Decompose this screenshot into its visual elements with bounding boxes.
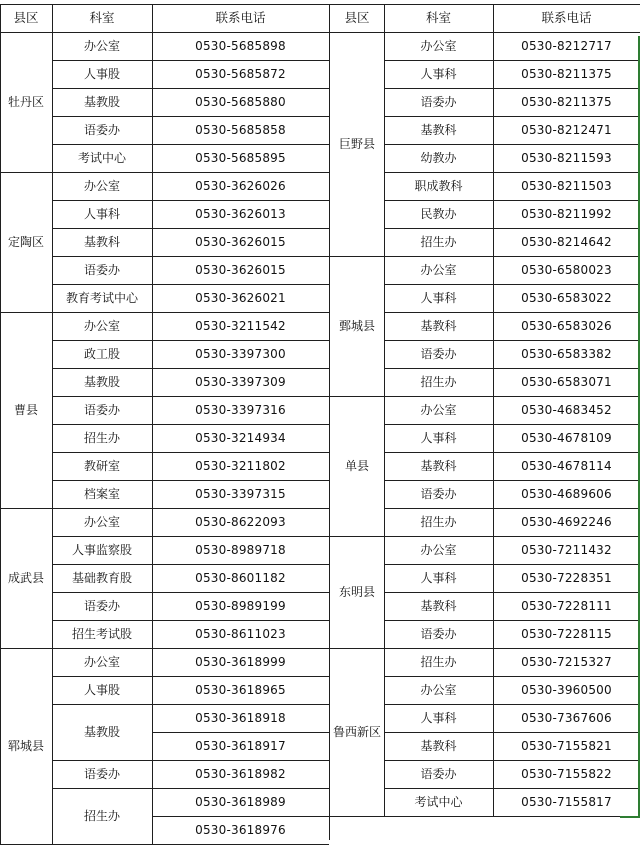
department-cell: 语委办 (83, 123, 120, 137)
phone-cell: 0530-8211375 (521, 95, 612, 109)
department-cell: 人事科 (420, 431, 457, 445)
phone-cell: 0530-8211992 (521, 207, 612, 221)
phone-cell: 0530-3397309 (195, 375, 286, 389)
department-cell: 人事科 (420, 571, 457, 585)
left-outer-border (0, 4, 1, 844)
phone-cell: 0530-3626015 (195, 263, 286, 277)
department-cell: 语委办 (420, 487, 457, 501)
phone-cell: 0530-6580023 (521, 263, 612, 277)
department-cell: 语委办 (83, 767, 120, 781)
department-cell: 招生办 (420, 515, 457, 529)
department-cell: 语委办 (83, 599, 120, 613)
department-cell: 招生办 (420, 655, 457, 669)
phone-cell: 0530-3960500 (521, 683, 612, 697)
department-cell: 教育考试中心 (65, 291, 138, 305)
county-cell: 巨野县 (338, 137, 375, 151)
county-column-border (384, 4, 385, 816)
county-column-border (52, 4, 53, 844)
department-cell: 办公室 (420, 403, 457, 417)
county-cell: 成武县 (7, 571, 44, 585)
header-department-left: 科室 (89, 9, 115, 25)
department-cell: 招生办 (83, 431, 120, 445)
phone-cell: 0530-7211432 (521, 543, 612, 557)
department-cell: 基础教育股 (71, 571, 132, 585)
department-cell: 办公室 (83, 655, 120, 669)
header-county-right: 县区 (344, 9, 370, 25)
department-cell: 民教办 (420, 207, 457, 221)
phone-cell: 0530-3618982 (195, 767, 286, 781)
department-cell: 基教股 (83, 375, 120, 389)
department-cell: 人事监察股 (71, 543, 132, 557)
phone-cell: 0530-7228351 (521, 571, 612, 585)
phone-cell: 0530-8212717 (521, 39, 612, 53)
department-cell: 职成教科 (414, 179, 463, 193)
department-cell: 办公室 (420, 39, 457, 53)
phone-cell: 0530-8214642 (521, 235, 612, 249)
phone-cell: 0530-7155821 (521, 739, 612, 753)
header-phone-left: 联系电话 (215, 9, 266, 25)
department-cell: 基教科 (420, 599, 457, 613)
phone-cell: 0530-8211503 (521, 179, 612, 193)
phone-cell: 0530-4689606 (521, 487, 612, 501)
department-cell: 基教科 (83, 235, 120, 249)
phone-cell: 0530-3626013 (195, 207, 286, 221)
department-cell: 招生办 (420, 375, 457, 389)
department-cell: 办公室 (420, 543, 457, 557)
phone-cell: 0530-7367606 (521, 711, 612, 725)
department-cell: 语委办 (83, 263, 120, 277)
phone-cell: 0530-3626026 (195, 179, 286, 193)
department-column-border (152, 4, 153, 844)
phone-cell: 0530-5685895 (195, 151, 286, 165)
selection-edge-bottom (620, 816, 640, 818)
group-divider (330, 816, 640, 817)
department-cell: 语委办 (420, 767, 457, 781)
department-cell: 档案室 (83, 487, 120, 501)
phone-cell: 0530-3618918 (195, 711, 286, 725)
department-cell: 语委办 (420, 95, 457, 109)
department-cell: 办公室 (83, 515, 120, 529)
phone-cell: 0530-6583026 (521, 319, 612, 333)
department-cell: 基教股 (83, 725, 120, 739)
phone-cell: 0530-3618999 (195, 655, 286, 669)
phone-cell: 0530-5685898 (195, 39, 286, 53)
department-cell: 语委办 (420, 627, 457, 641)
phone-cell: 0530-4692246 (521, 515, 612, 529)
department-cell: 人事股 (83, 67, 120, 81)
phone-cell: 0530-3618965 (195, 683, 286, 697)
phone-cell: 0530-3626015 (195, 235, 286, 249)
department-cell: 人事科 (420, 67, 457, 81)
phone-cell: 0530-6583022 (521, 291, 612, 305)
phone-cell: 0530-8989199 (195, 599, 286, 613)
phone-cell: 0530-8622093 (195, 515, 286, 529)
department-cell: 办公室 (83, 179, 120, 193)
table-center-border (329, 4, 330, 840)
department-cell: 招生办 (420, 235, 457, 249)
department-cell: 人事股 (83, 683, 120, 697)
department-cell: 幼教办 (420, 151, 457, 165)
phone-cell: 0530-7155822 (521, 767, 612, 781)
department-cell: 考试中心 (414, 795, 463, 809)
phone-cell: 0530-3618976 (195, 823, 286, 837)
phone-cell: 0530-3397316 (195, 403, 286, 417)
phone-cell: 0530-4678109 (521, 431, 612, 445)
phone-cell: 0530-3618989 (195, 795, 286, 809)
department-cell: 人事科 (83, 207, 120, 221)
phone-cell: 0530-5685858 (195, 123, 286, 137)
department-cell: 政工股 (83, 347, 120, 361)
phone-cell: 0530-5685872 (195, 67, 286, 81)
header-county-left: 县区 (13, 9, 39, 25)
phone-cell: 0530-8611023 (195, 627, 286, 641)
department-cell: 办公室 (420, 263, 457, 277)
phone-cell: 0530-8211375 (521, 67, 612, 81)
department-cell: 办公室 (420, 683, 457, 697)
table-top-border-left (0, 4, 329, 5)
phone-cell: 0530-8989718 (195, 543, 286, 557)
county-cell: 鄄城县 (338, 319, 375, 333)
phone-cell: 0530-6583071 (521, 375, 612, 389)
county-cell: 曹县 (13, 403, 38, 417)
department-cell: 基教科 (420, 319, 457, 333)
department-cell: 基教科 (420, 739, 457, 753)
department-cell: 语委办 (83, 403, 120, 417)
phone-cell: 0530-5685880 (195, 95, 286, 109)
county-cell: 郓城县 (7, 739, 44, 753)
phone-cell: 0530-7228115 (521, 627, 612, 641)
department-column-border (493, 4, 494, 816)
phone-cell: 0530-7215327 (521, 655, 612, 669)
phone-cell: 0530-8212471 (521, 123, 612, 137)
phone-cell: 0530-8601182 (195, 571, 286, 585)
phone-cell: 0530-7228111 (521, 599, 612, 613)
department-cell: 人事科 (420, 711, 457, 725)
phone-cell: 0530-7155817 (521, 795, 612, 809)
county-cell: 单县 (344, 459, 369, 473)
department-cell: 招生考试股 (71, 627, 132, 641)
department-cell: 办公室 (83, 39, 120, 53)
county-cell: 牡丹区 (7, 95, 44, 109)
department-cell: 人事科 (420, 291, 457, 305)
department-cell: 基教科 (420, 459, 457, 473)
department-cell: 基教股 (83, 95, 120, 109)
phone-cell: 0530-3618917 (195, 739, 286, 753)
phone-cell: 0530-3626021 (195, 291, 286, 305)
department-cell: 考试中心 (77, 151, 126, 165)
county-cell: 东明县 (338, 585, 375, 599)
phone-cell: 0530-3211542 (195, 319, 286, 333)
department-cell: 办公室 (83, 319, 120, 333)
header-phone-right: 联系电话 (541, 9, 592, 25)
department-cell: 招生办 (83, 809, 120, 823)
phone-cell: 0530-4683452 (521, 403, 612, 417)
department-cell: 语委办 (420, 347, 457, 361)
phone-cell: 0530-4678114 (521, 459, 612, 473)
phone-cell: 0530-6583382 (521, 347, 612, 361)
phone-cell: 0530-3211802 (195, 459, 286, 473)
phone-cell: 0530-3397300 (195, 347, 286, 361)
header-department-right: 科室 (425, 9, 451, 25)
table-top-border-right (330, 4, 640, 5)
phone-cell: 0530-3214934 (195, 431, 286, 445)
department-cell: 基教科 (420, 123, 457, 137)
county-cell: 鲁西新区 (332, 725, 381, 739)
department-cell: 教研室 (83, 459, 120, 473)
county-cell: 定陶区 (7, 235, 44, 249)
phone-cell: 0530-3397315 (195, 487, 286, 501)
phone-cell: 0530-8211593 (521, 151, 612, 165)
